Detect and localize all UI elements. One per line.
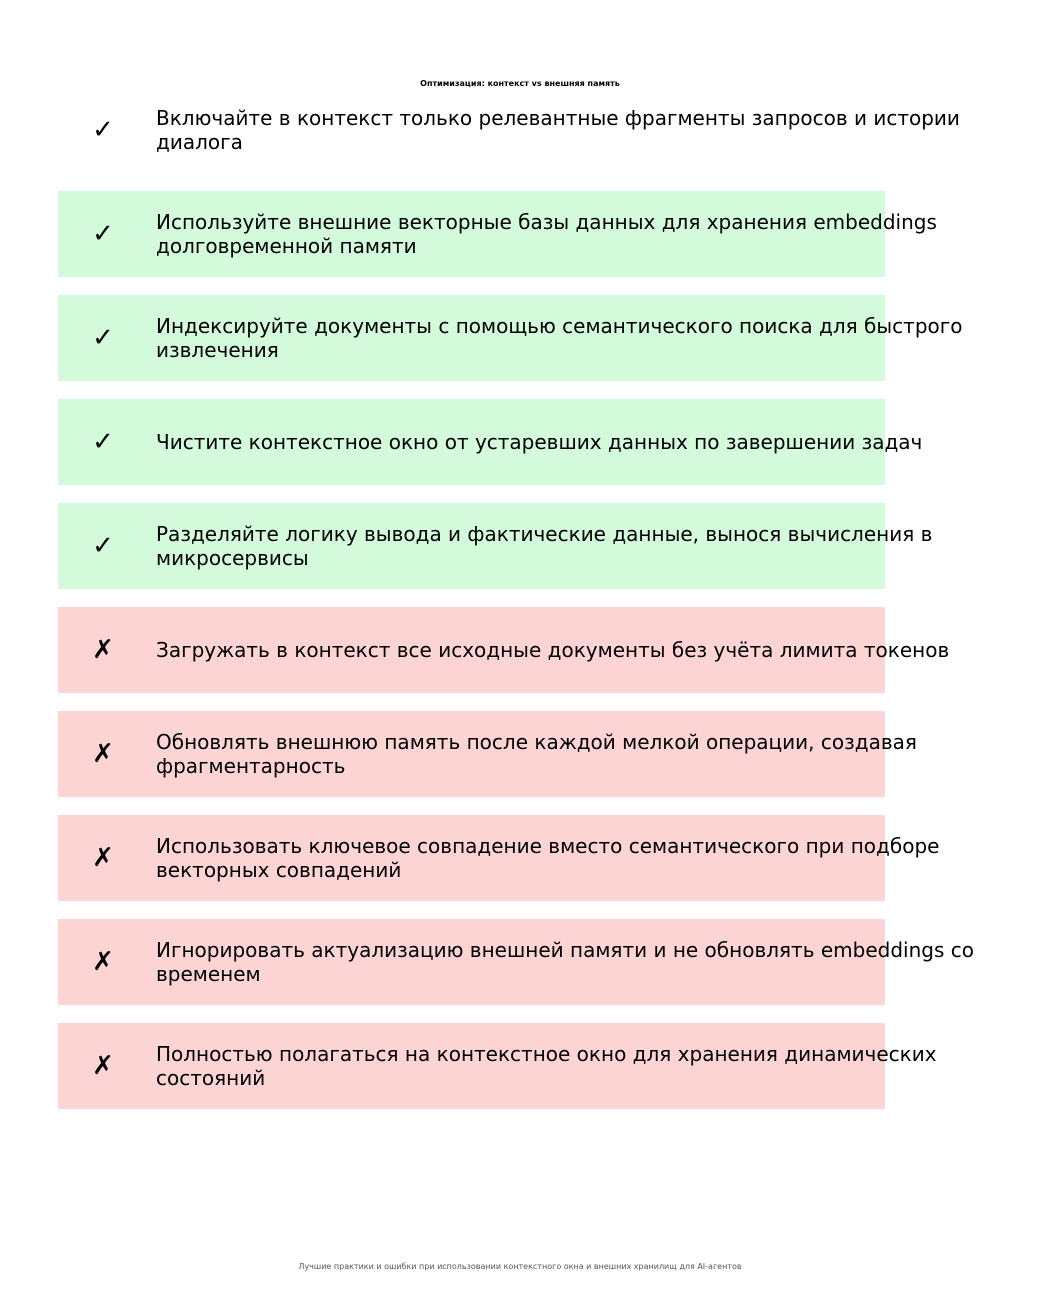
item-text: Полностью полагаться на контекстное окно для хранения динамических состояний xyxy=(156,1042,937,1090)
list-item-do-1 xyxy=(58,87,960,173)
list-item-do-5 xyxy=(58,503,933,589)
cross-icon: ✗ xyxy=(92,1051,114,1081)
check-icon: ✓ xyxy=(92,115,114,145)
check-icon: ✓ xyxy=(92,531,114,561)
item-text: Загружать в контекст все исходные документы без учёта лимита токенов xyxy=(156,638,950,662)
check-icon: ✓ xyxy=(92,219,114,249)
check-icon: ✓ xyxy=(92,427,114,457)
list-item-dont-2 xyxy=(58,711,917,797)
item-text: Включайте в контекст только релевантные фрагменты запросов и истории диалога xyxy=(156,106,960,154)
cross-icon: ✗ xyxy=(92,739,114,769)
item-text: Используйте внешние векторные базы данных для хранения embeddings долговременной памяти xyxy=(156,210,937,258)
item-text: Обновлять внешнюю память после каждой мелкой операции, создавая фрагментарность xyxy=(156,730,917,778)
list-item-dont-1 xyxy=(58,607,950,693)
list-item-do-4 xyxy=(58,399,923,485)
list-item-do-3 xyxy=(58,295,963,381)
cross-icon: ✗ xyxy=(92,947,114,977)
item-text: Индексируйте документы с помощью семантического поиска для быстрого извлечения xyxy=(156,314,963,362)
cross-icon: ✗ xyxy=(92,843,114,873)
item-text: Игнорировать актуализацию внешней памяти и не обновлять embeddings со временем xyxy=(156,938,974,986)
item-text: Чистите контекстное окно от устаревших данных по завершении задач xyxy=(156,430,923,454)
list-item-dont-3 xyxy=(58,815,940,901)
list-item-dont-5 xyxy=(58,1023,937,1109)
check-icon: ✓ xyxy=(92,323,114,353)
cross-icon: ✗ xyxy=(92,635,114,665)
item-text: Использовать ключевое совпадение вместо семантического при подборе векторных совпадений xyxy=(156,834,940,882)
list-item-do-2 xyxy=(58,191,937,277)
page-title: Оптимизация: контекст vs внешняя память xyxy=(420,79,620,88)
footer-caption: Лучшие практики и ошибки при использовании контекстного окна и внешних хранилищ для AI-агентов xyxy=(298,1262,742,1271)
item-text: Разделяйте логику вывода и фактические данные, вынося вычисления в микросервисы xyxy=(156,522,933,570)
list-item-dont-4 xyxy=(58,919,974,1005)
